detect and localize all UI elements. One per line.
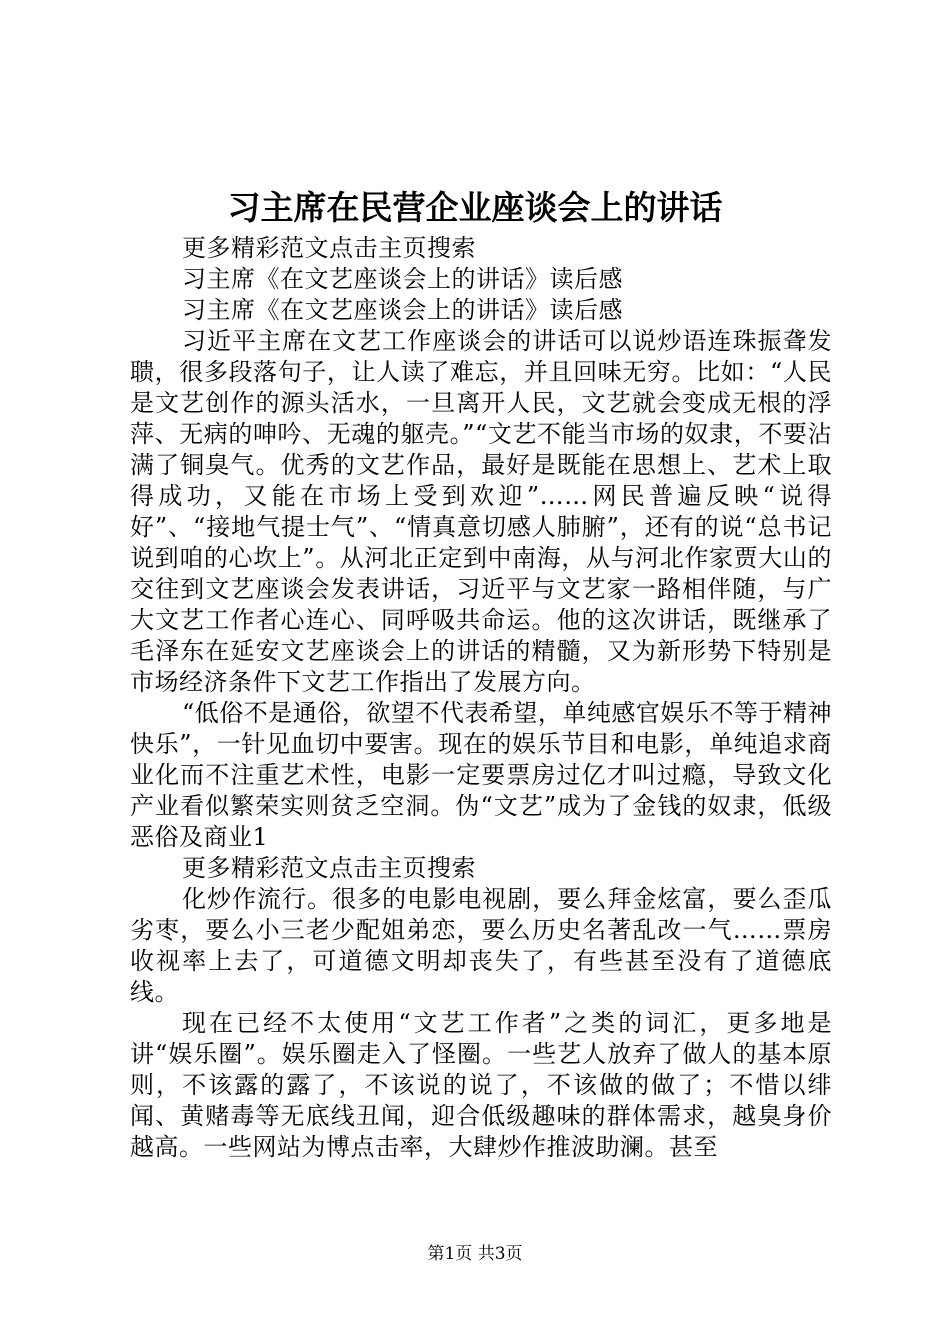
paragraph: 习主席《在文艺座谈会上的讲话》读后感 bbox=[182, 265, 623, 293]
paragraph: 现在已经不太使用“文艺工作者”之类的词汇，更多地是讲“娱乐圈”。娱乐圈走入了怪圈。一些艺人放弃了做人的基本原则，不该露的露了，不该说的说了，不该做的做了；不惜以绯闻、黄赌毒等无底线丑闻，迎合低级趣味的群体需求，越臭身价越高。一些网站为博点击率，大肆炒作推波助澜。甚至 bbox=[130, 1009, 832, 1161]
paragraph: 习近平主席在文艺工作座谈会的讲话可以说炒语连珠振聋发聩，很多段落句子，让人读了难忘，并且回味无穷。比如：“人民是文艺创作的源头活水，一旦离开人民，文艺就会变成无根的浮萍、无病的呻吟、无魂的躯壳。”“文艺不能当市场的奴隶，不要沾满了铜臭气。优秀的文艺作品，最好是既能在思想上、艺术上取得成功，又能在市场上受到欢迎”……网民普遍反映“说得好”、“接地气提士气”、“情真意切感人肺腑”，还有的说“总书记说到咱的心坎上”。从河北正定到中南海，从与河北作家贾大山的交往到文艺座谈会发表讲话，习近平与文艺家一路相伴随，与广大文艺工作者心连心、同呼吸共命运。他的这次讲话，既继承了毛泽东在延安文艺座谈会上的讲话的精髓，又为新形势下特别是市场经济条件下文艺工作指出了发展方向。 bbox=[130, 327, 832, 696]
paragraph: “低俗不是通俗，欲望不代表希望，单纯感官娱乐不等于精神快乐”，一针见血切中要害。现在的娱乐节目和电影，单纯追求商业化而不注重艺术性，电影一定要票房过亿才叫过瘾，导致文化产业看似繁荣实则贫乏空洞。伪“文艺”成为了金钱的奴隶，低级恶俗及商业1 bbox=[130, 699, 832, 851]
paragraph: 习主席《在文艺座谈会上的讲话》读后感 bbox=[182, 296, 623, 324]
document-body bbox=[130, 233, 832, 1163]
paragraph: 更多精彩范文点击主页搜索 bbox=[182, 854, 476, 882]
paragraph: 更多精彩范文点击主页搜索 bbox=[182, 234, 476, 262]
page-footer: 第1页 共3页 bbox=[427, 1244, 523, 1264]
document-title: 习主席在民营企业座谈会上的讲话 bbox=[227, 188, 723, 227]
paragraph: 化炒作流行。很多的电影电视剧，要么拜金炫富，要么歪瓜劣枣，要么小三老少配姐弟恋，要么历史名著乱改一气……票房收视率上去了，可道德文明却丧失了，有些甚至没有了道德底线。 bbox=[130, 885, 832, 1006]
